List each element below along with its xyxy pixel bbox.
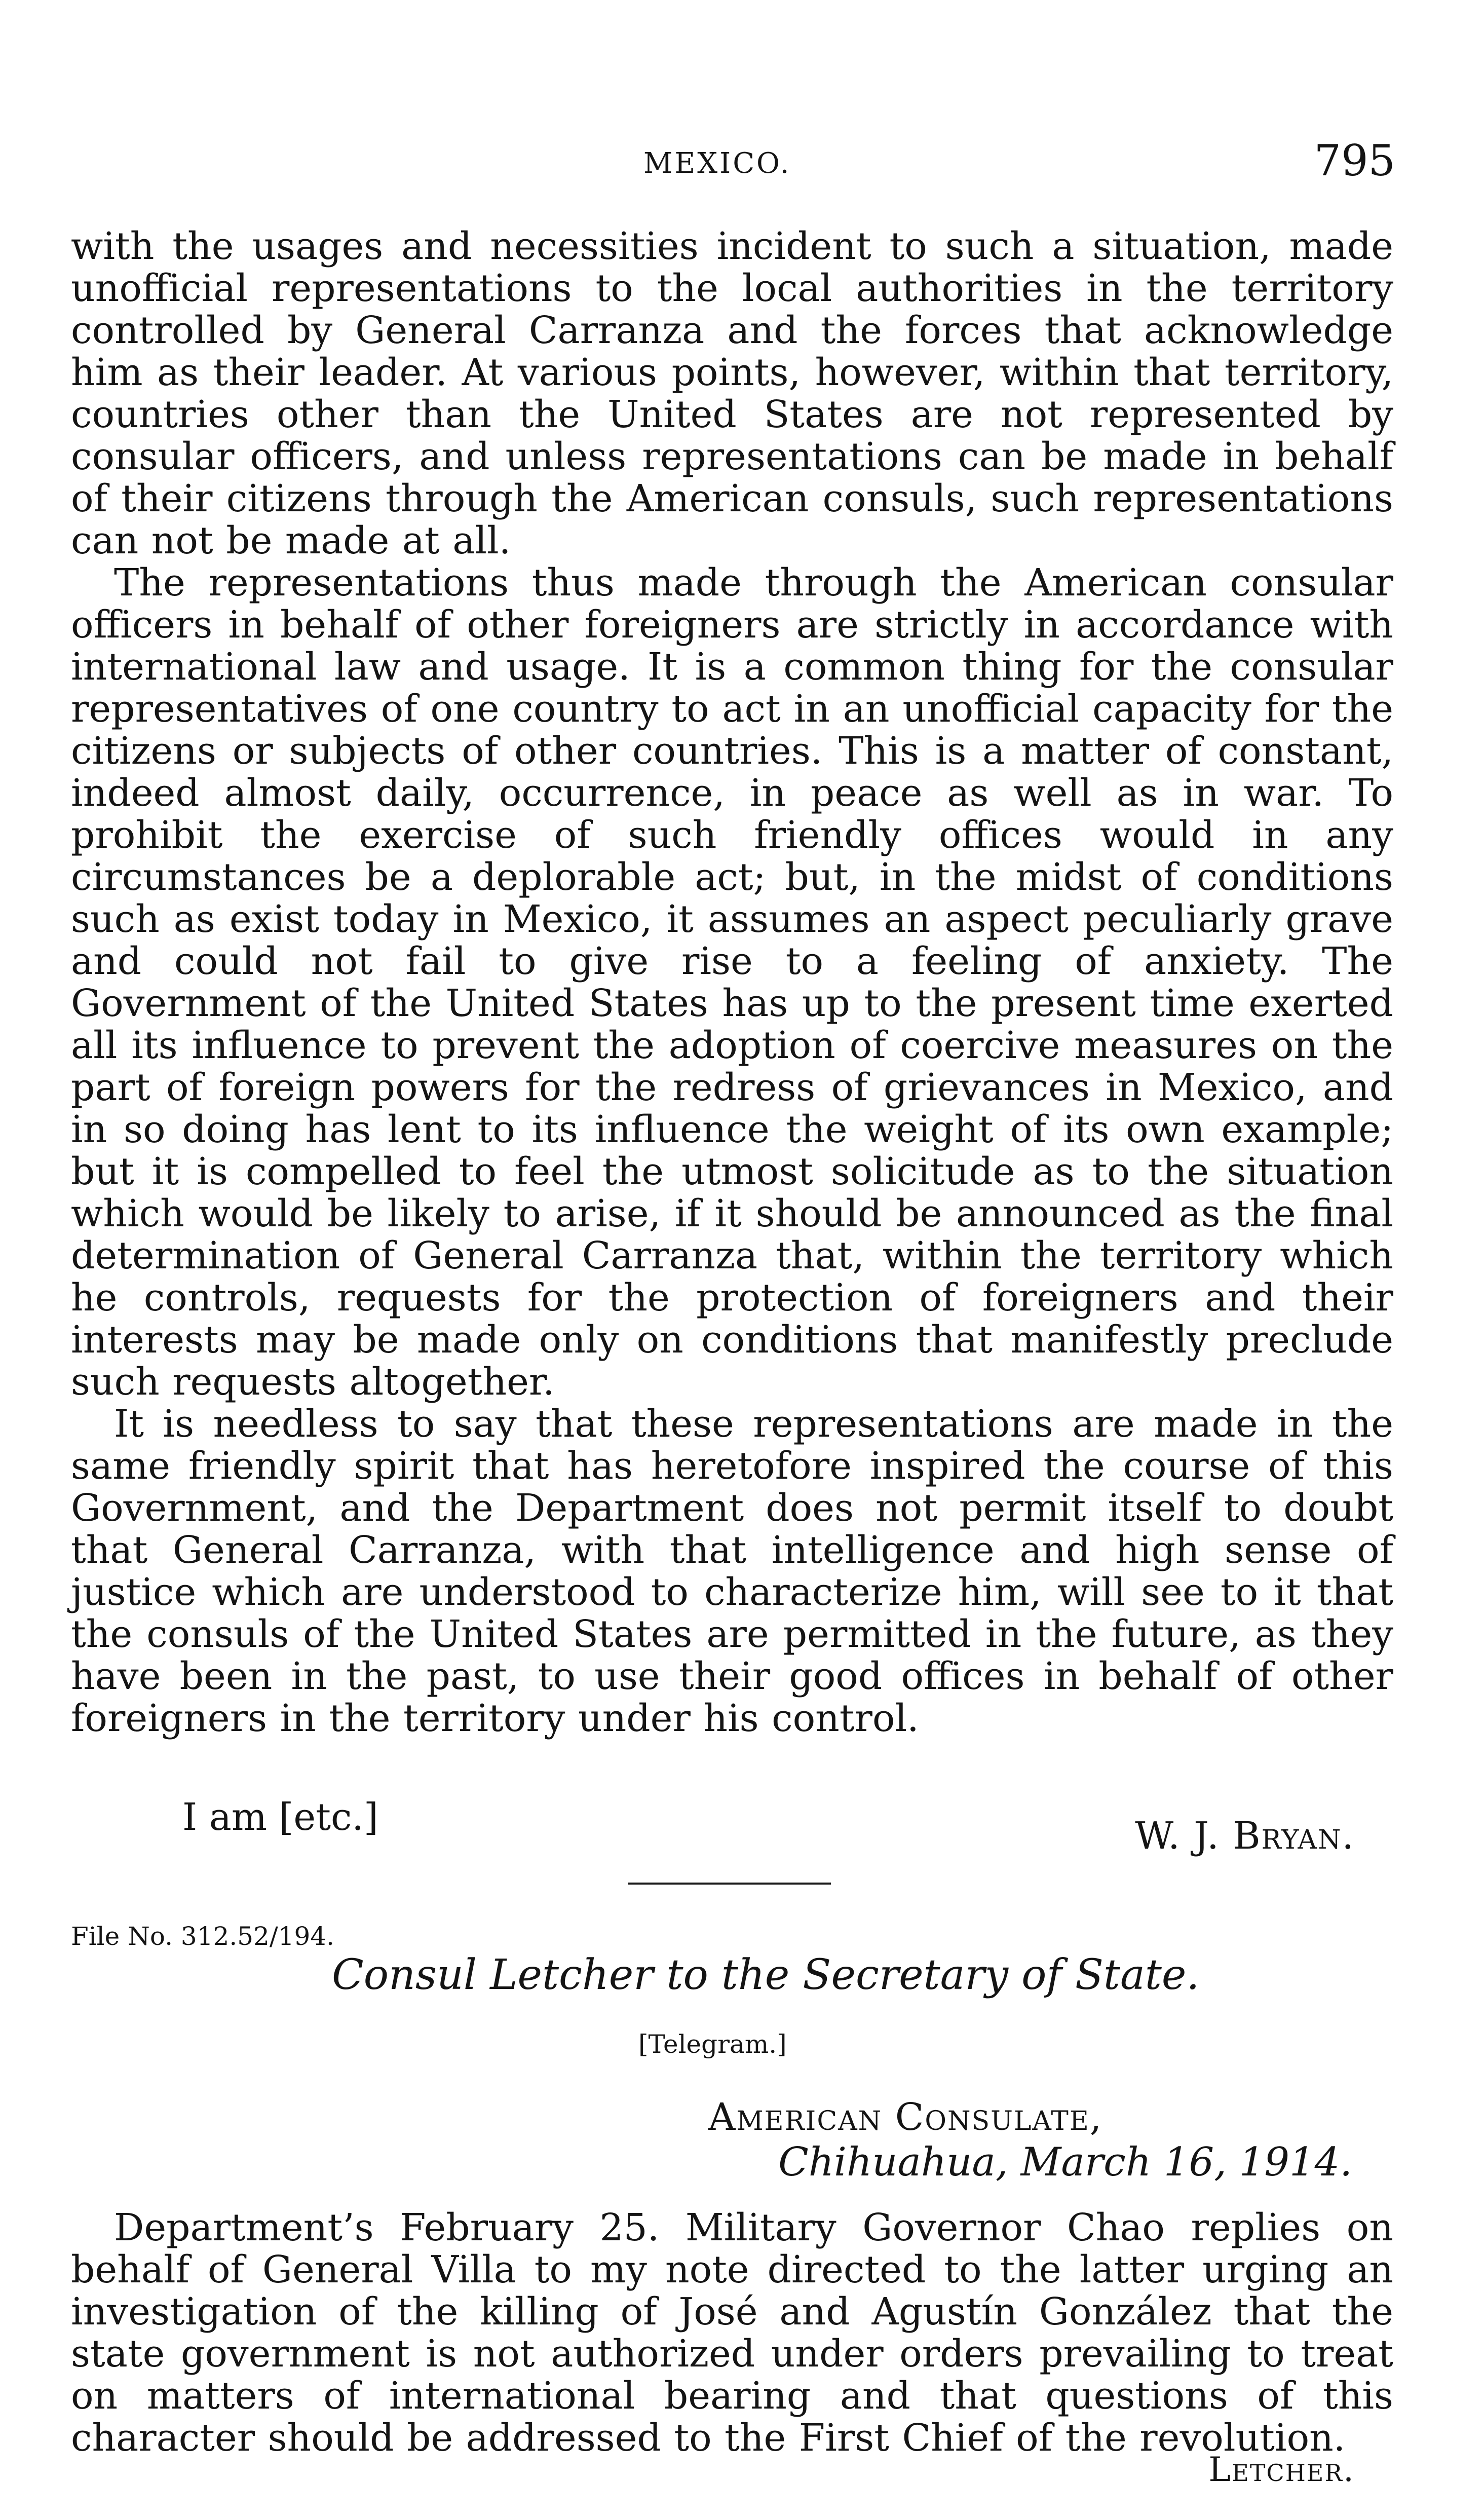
section-divider	[628, 1883, 831, 1885]
paragraph: The representations thus made through the American consular officers in behalf of other foreigners are strictly in accordance with international law and usage. It is a common thing for the consular representatives of one country to act in an unofficial capacity for the citizens or subjects of other countries. This is a matter of constant, indeed almost daily, occurrence, in peace as well as in war. To prohibit the exercise of such friendly offices would in any circumstances be a deplorable act; but, in the midst of conditions such as exist today in Mexico, it assumes an aspect peculiarly grave and could not fail to give rise to a feeling of anxiety. The Government of the United States has up to the present time exerted all its influence to prevent the adoption of coercive measures on the part of foreign powers for the redress of grievances in Mexico, and in so doing has lent to its influence the weight of its own example; but it is compelled to feel the utmost solicitude as to the situation which would be likely to arise, if it should be announced as the final determination of General Carranza that, within the territory which he controls, requests for the protection of foreigners and their interests may be made only on conditions that manifestly preclude such requests altogether.	[71, 561, 1393, 1404]
document-heading: Consul Letcher to the Secretary of State.	[332, 1951, 1200, 1999]
place-date: Chihuahua, March 16, 1914.	[778, 2139, 1352, 2185]
running-title: MEXICO.	[643, 147, 791, 180]
closing: I am [etc.]	[182, 1795, 378, 1839]
paragraph: Department’s February 25. Military Governor Chao replies on behalf of General Villa to my note directed to the latter urging an investigation of the killing of José and Agustín González that the state government is not authorized under orders prevailing to treat on matters of international bearing and that questions of this character should be addressed to the First Chief of the revolution.	[71, 2206, 1393, 2460]
document-type: [Telegram.]	[638, 2030, 787, 2059]
signature: Letcher.	[1208, 2450, 1355, 2489]
signature: W. J. Bryan.	[1135, 1814, 1355, 1858]
paragraph: with the usages and necessities incident to such a situation, made unofficial representations to the local authorities in the territory controlled by General Carranza and the forces that acknowledge him as their leader. At various points, however, within that territory, countries other than the United States are not represented by consular officers, and unless representations can be made in behalf of their citizens through the American consuls, such representations can not be made at all.	[71, 224, 1393, 562]
sender-office: American Consulate,	[708, 2095, 1103, 2139]
file-number: File No. 312.52/194.	[71, 1922, 335, 1951]
telegram-body	[71, 2207, 1393, 2459]
letter-body	[71, 226, 1393, 1740]
page-number: 795	[1314, 136, 1395, 185]
paragraph: It is needless to say that these representations are made in the same friendly spirit that has heretofore inspired the course of this Government, and the Department does not permit itself to doubt that General Carranza, with that intelligence and high sense of justice which are understood to characterize him, will see to it that the consuls of the United States are permitted in the future, as they have been in the past, to use their good offices in behalf of other foreigners in the territory under his control.	[71, 1402, 1393, 1740]
